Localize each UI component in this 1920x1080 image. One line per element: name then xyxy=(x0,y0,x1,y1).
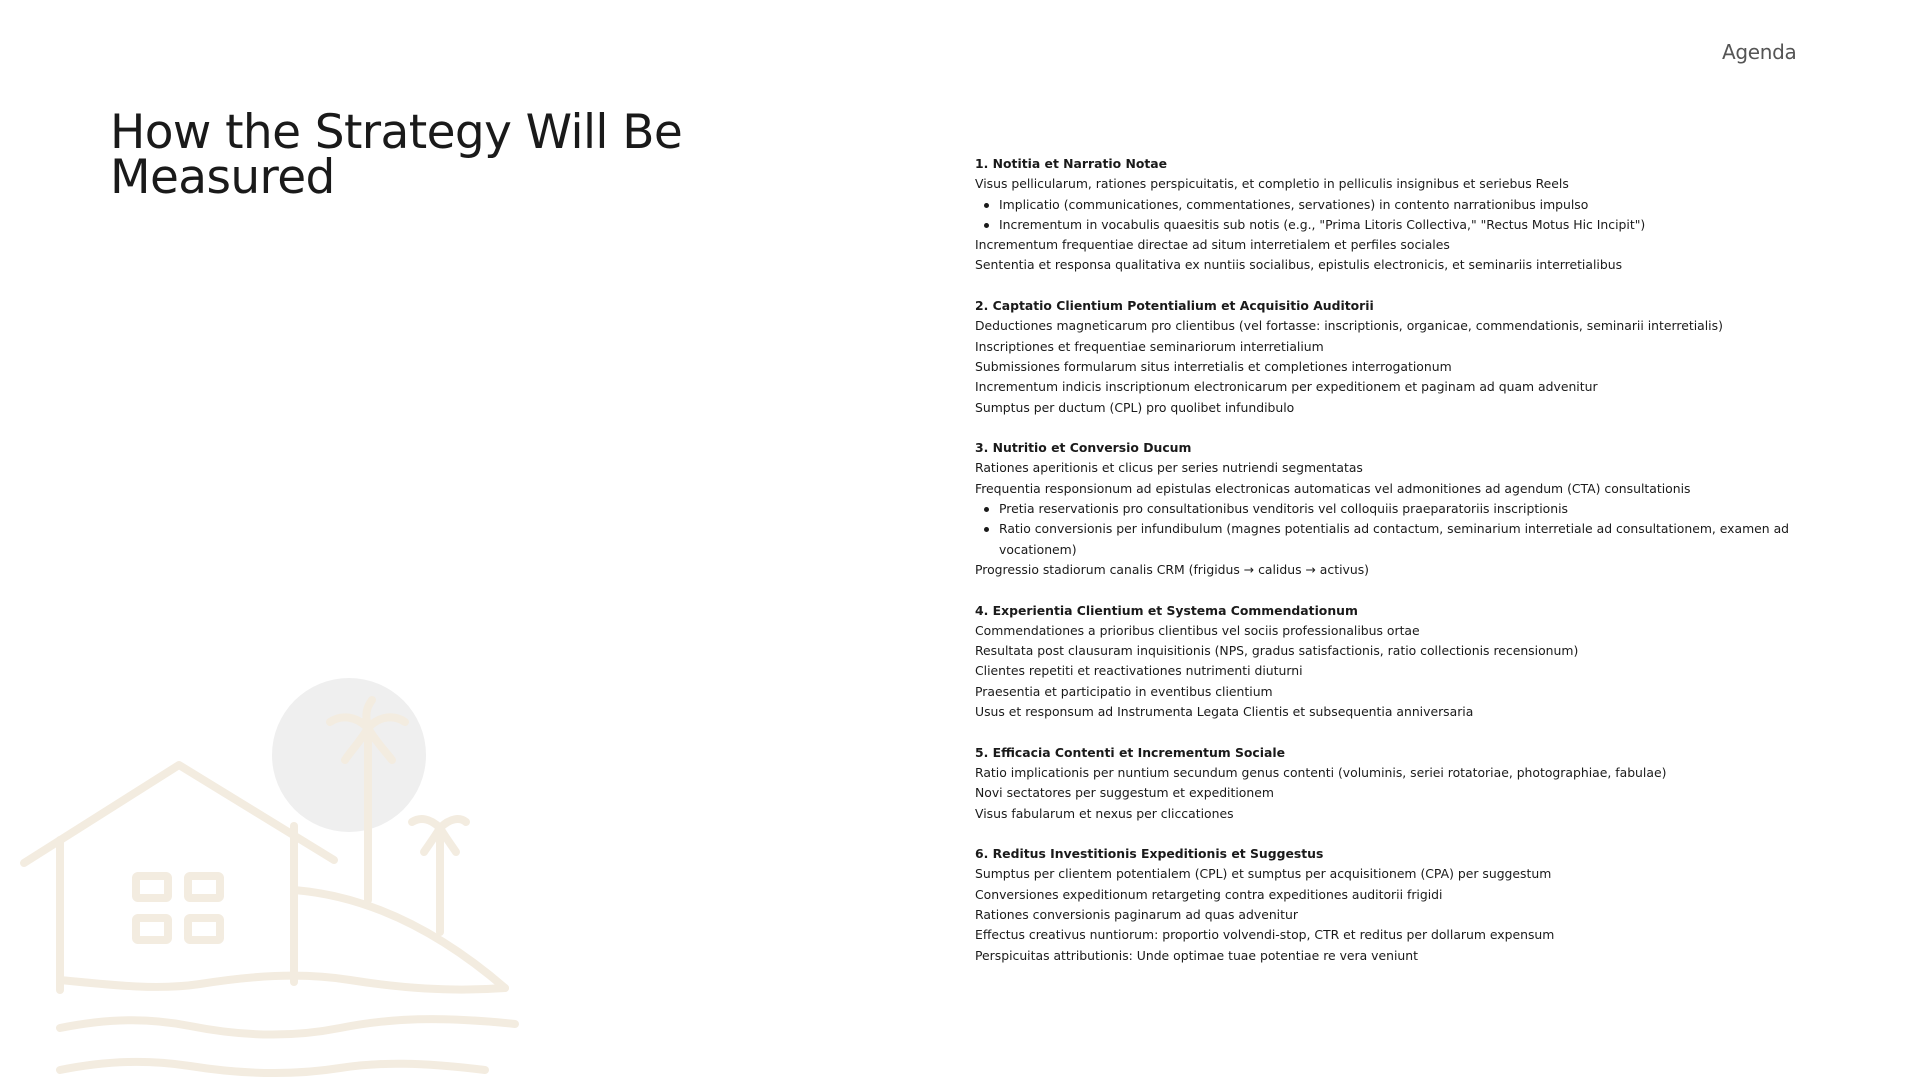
text-line: Visus pellicularum, rationes perspicuitatis, et completio in pelliculis insignibus et seriebus Reels xyxy=(975,176,1569,192)
agenda-link[interactable]: Agenda xyxy=(1722,40,1797,64)
text-line: Inscriptiones et frequentiae seminariorum interretialium xyxy=(975,338,1324,354)
text-line: Usus et responsum ad Instrumenta Legata Clientis et subsequentia anniversaria xyxy=(975,704,1474,720)
section-title: 1. Notitia et Narratio Notae xyxy=(975,156,1168,171)
text-line: Perspicuitas attributionis: Unde optimae tuae potentiae re vera veniunt xyxy=(975,947,1418,963)
text-line: Ratio implicationis per nuntium secundum genus contenti (voluminis, seriei rotatoriae, photographiae, fabulae) xyxy=(975,764,1667,780)
text-line: Submissiones formularum situs interretialis et completiones interrogationum xyxy=(975,358,1452,374)
text-line: Incrementum indicis inscriptionum electronicarum per expeditionem et paginam ad quam advenitur xyxy=(975,379,1598,395)
text-line: Sumptus per ductum (CPL) pro quolibet infundibulo xyxy=(975,399,1295,415)
text-line: Rationes conversionis paginarum ad quas advenitur xyxy=(975,906,1298,922)
beach-house-illustration xyxy=(0,660,540,1080)
measurement-sections xyxy=(975,154,1815,986)
text-line: Resultata post clausuram inquisitionis (NPS, gradus satisfactionis, ratio collectionis recensionum) xyxy=(975,643,1579,659)
bullet-item: Ratio conversionis per infundibulum (magnes potentialis ad contactum, seminarium interretiale ad consultationem, examen ad vocationem) xyxy=(975,519,1815,560)
section-title: 4. Experientia Clientium et Systema Commendationum xyxy=(975,602,1358,618)
text-line: Visus fabularum et nexus per cliccationes xyxy=(975,805,1234,821)
section-title: 5. Efficacia Contenti et Incrementum Sociale xyxy=(975,744,1286,760)
text-line: Sententia et responsa qualitativa ex nuntiis socialibus, epistulis electronicis, et seminariis interretialibus xyxy=(975,257,1623,273)
text-line: Frequentia responsionum ad epistulas electronicas automaticas vel admonitiones ad agendum (CTA) consultationis xyxy=(975,480,1691,496)
hill-and-waves xyxy=(60,890,515,1073)
bullet-item: Incrementum in vocabulis quaesitis sub notis (e.g., "Prima Litoris Collectiva," "Rectus Motus Hic Incipit") xyxy=(975,215,1815,235)
text-line: Praesentia et participatio in eventibus clientium xyxy=(975,683,1273,699)
section-title: 2. Captatio Clientium Potentialium et Acquisitio Auditorii xyxy=(975,298,1374,314)
section-title: 6. Reditus Investitionis Expeditionis et Suggestus xyxy=(975,846,1324,862)
text-line: Novi sectatores per suggestum et expeditionem xyxy=(975,785,1274,801)
bullet-item: Pretia reservationis pro consultationibus venditoris vel colloquiis praeparatoriis inscriptionis xyxy=(975,499,1815,519)
section-6 xyxy=(975,844,1815,966)
section-3 xyxy=(975,438,1815,580)
text-line: Deductiones magneticarum pro clientibus (vel fortasse: inscriptionis, organicae, commendationis, seminarii interretialis) xyxy=(975,318,1723,334)
section-4 xyxy=(975,601,1815,723)
text-line: Clientes repetiti et reactivationes nutrimenti diuturni xyxy=(975,663,1303,679)
section-5 xyxy=(975,743,1815,824)
page-title: How the Strategy Will Be Measured xyxy=(110,105,683,205)
section-1 xyxy=(975,154,1815,276)
text-line: Sumptus per clientem potentialem (CPL) et sumptus per acquisitionem (CPA) per suggestum xyxy=(975,866,1552,882)
text-line: Progressio stadiorum canalis CRM (frigidus → calidus → activus) xyxy=(975,561,1369,577)
section-2 xyxy=(975,296,1815,418)
text-line: Effectus creativus nuntiorum: proportio volvendi-stop, CTR et reditus per dollarum expensum xyxy=(975,927,1555,943)
text-line: Commendationes a prioribus clientibus vel sociis professionalibus ortae xyxy=(975,622,1420,638)
text-line: Incrementum frequentiae directae ad situm interretialem et perfiles sociales xyxy=(975,237,1450,253)
section-title: 3. Nutritio et Conversio Ducum xyxy=(975,440,1192,456)
bullet-item: Implicatio (communicationes, commentationes, servationes) in contento narrationibus impulso xyxy=(975,195,1815,215)
text-line: Rationes aperitionis et clicus per series nutriendi segmentatas xyxy=(975,460,1363,476)
text-line: Conversiones expeditionum retargeting contra expeditiones auditorii frigidi xyxy=(975,886,1443,902)
